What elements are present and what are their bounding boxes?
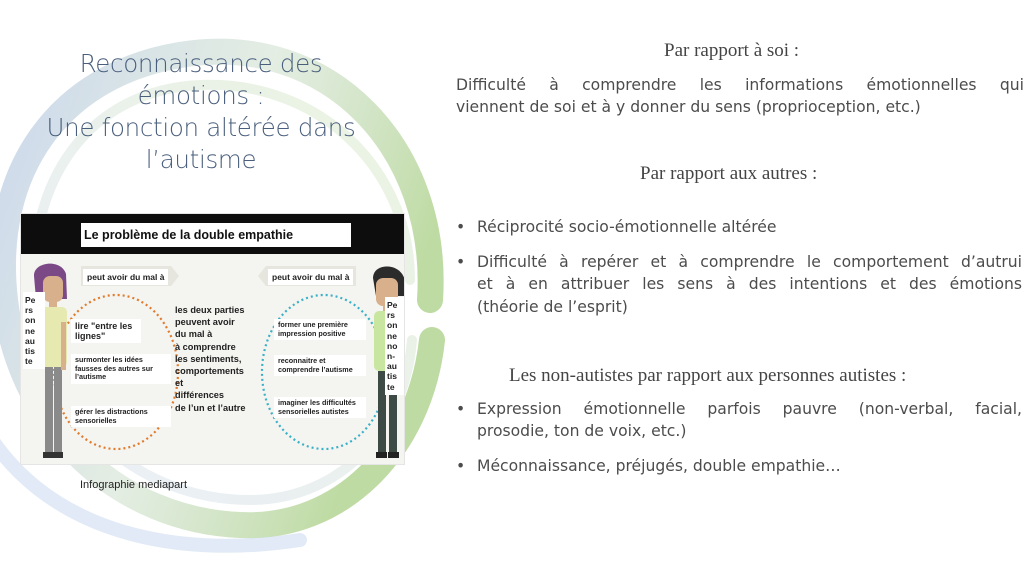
center-text: les deux parties peuvent avoir du mal à à comprendre les sentiments, comportements et différences de l’un et l’autre bbox=[175, 305, 246, 413]
self-line: viennent de soi et à y donner du sens (proprioception, etc.) bbox=[456, 98, 921, 117]
bullet-line: Expression émotionnelle parfois pauvre (non-verbal, facial, bbox=[477, 400, 1022, 418]
left-person-label: Pe rs on ne au tis te bbox=[23, 292, 45, 369]
title-line: émotions : bbox=[137, 81, 265, 110]
bullet-dot: • bbox=[456, 218, 466, 236]
title-line: l’autisme bbox=[145, 145, 257, 174]
infographic-header-title: Le problème de la double empathie bbox=[81, 223, 351, 247]
bullet-line: Réciprocité socio-émotionnelle altérée bbox=[477, 218, 777, 236]
slide-title bbox=[40, 48, 362, 176]
bullet-line: prosodie, ton de voix, etc.) bbox=[477, 422, 687, 441]
heading-non-autistic: Les non-autistes par rapport aux personnes autistes : bbox=[509, 365, 907, 386]
double-empathy-infographic bbox=[20, 213, 405, 465]
left-item: surmonter les idées fausses des autres sur l’autisme bbox=[71, 354, 171, 384]
infographic-caption: Infographie mediapart bbox=[80, 479, 188, 491]
bullet-line: Méconnaissance, préjugés, double empathie… bbox=[477, 457, 841, 475]
infographic-header-bar bbox=[21, 214, 404, 254]
right-item: former une première impression positive bbox=[274, 319, 366, 340]
right-tag-label: peut avoir du mal à bbox=[268, 269, 353, 285]
heading-others: Par rapport aux autres : bbox=[640, 163, 818, 184]
heading-self: Par rapport à soi : bbox=[664, 40, 800, 61]
bullet-dot: • bbox=[456, 400, 466, 418]
bullet-line: Difficulté à repérer et à comprendre le comportement d’autrui bbox=[477, 253, 1022, 271]
title-line: Une fonction altérée dans bbox=[46, 113, 356, 142]
bullet-dot: • bbox=[456, 457, 466, 475]
bullet-dot: • bbox=[456, 253, 466, 271]
self-paragraph bbox=[456, 74, 1024, 119]
self-line: Difficulté à comprendre les informations émotionnelles qui bbox=[456, 76, 1024, 94]
right-item: imaginer les difficultés sensorielles autistes bbox=[274, 397, 366, 418]
bullet-line: (théorie de l’esprit) bbox=[477, 297, 628, 316]
left-tag-label: peut avoir du mal à bbox=[83, 269, 168, 285]
right-item: reconnaitre et comprendre l’autisme bbox=[274, 355, 366, 376]
left-item: lire "entre les lignes" bbox=[71, 319, 141, 343]
bullet-line: et à en attribuer les sens à des intentions et des émotions bbox=[477, 275, 1022, 294]
left-item: gérer les distractions sensorielles bbox=[71, 406, 171, 427]
right-person-label: Pe rs on ne no n- au tis te bbox=[385, 297, 405, 395]
title-line: Reconnaissance des bbox=[79, 49, 323, 78]
